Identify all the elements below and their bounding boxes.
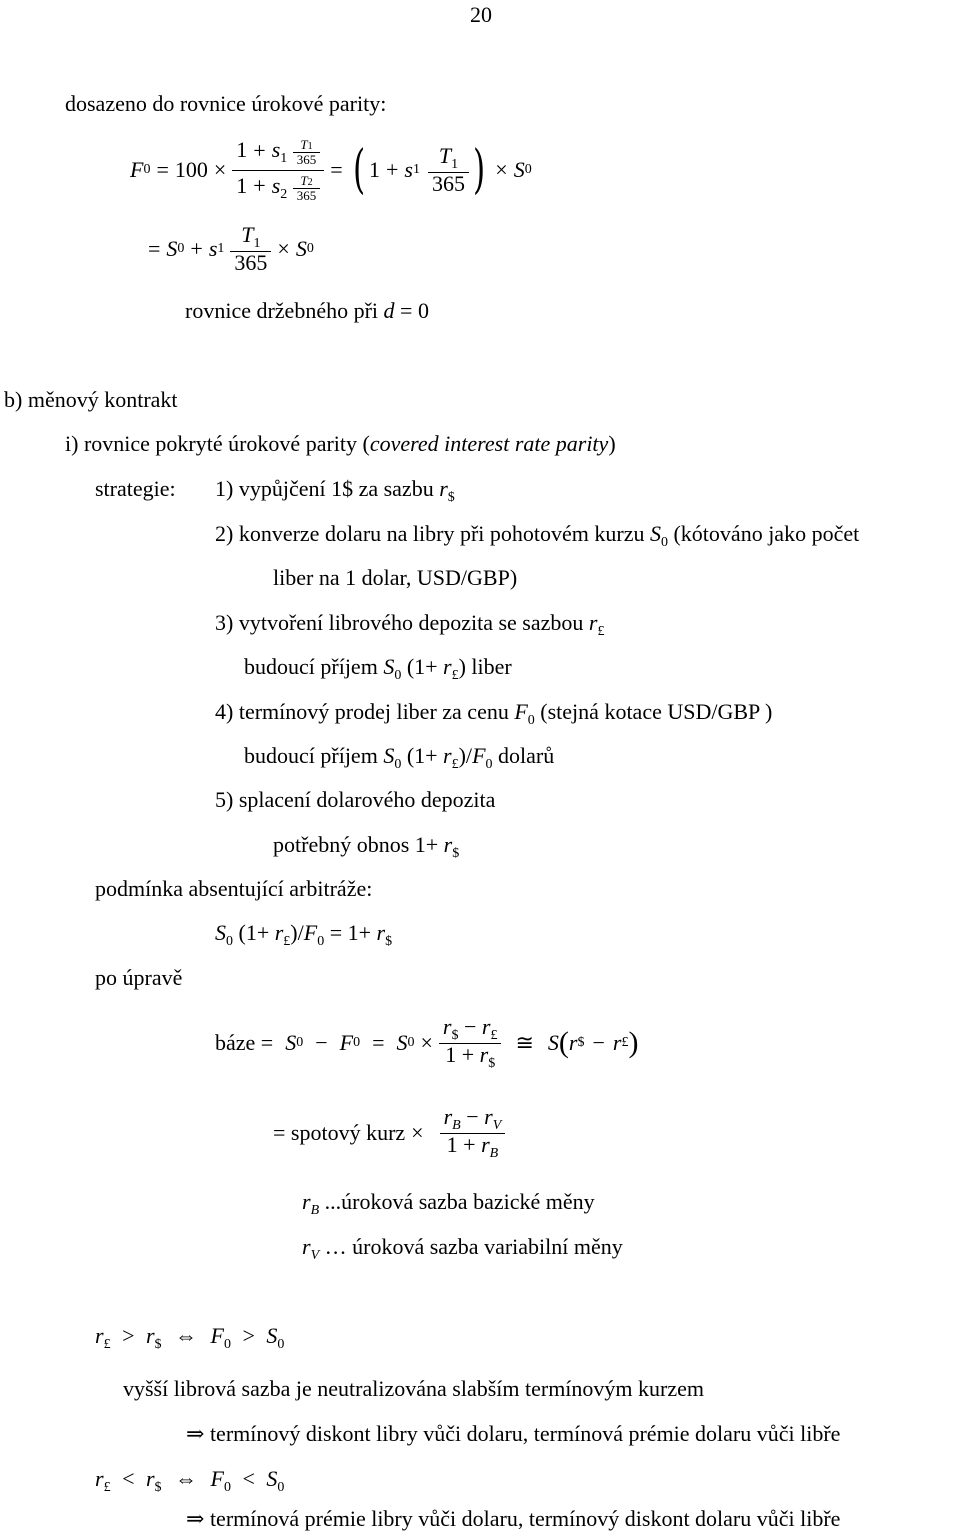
- baze-equation: báze = S 0 − F 0 = S 0 × $\frac{r_{\$} - r_£}{1 + r_{\$}}$ ≅ S ( r $ − r £ ): [215, 1013, 639, 1071]
- equivalence-icon: ⇔: [175, 1466, 198, 1491]
- equation-carry: = S 0 + s 1 $\frac{T_1}{365}$ × S 0: [148, 222, 314, 275]
- fraction-ratio: $1 + s_1$ $\frac{T1}{365}$ $1 + s_2$ $\frac{T2}{365}$: [232, 138, 324, 201]
- relation-less: $r_£ < r_{\$}$ ⇔ $F_0 < S_0$: [95, 1466, 285, 1495]
- step-3-income: budoucí příjem $S_0$ $(1+ r_£)$ liber: [244, 654, 512, 683]
- relation-less-implication: ⇒ termínová prémie libry vůči dolaru, termínový diskont dolaru vůči libře: [186, 1506, 841, 1531]
- step-5: 5) splacení dolarového depozita: [215, 787, 496, 812]
- spot-rate-equation: = spotový kurz × $\frac{r_B - r_V}{1 + r_B}$: [273, 1100, 505, 1166]
- relation-greater-implication: ⇒ termínový diskont libry vůči dolaru, termínová prémie dolaru vůči libře: [186, 1421, 841, 1446]
- rV-definition: $r_V$ … úroková sazba variabilní měny: [302, 1234, 623, 1263]
- item-i: i) rovnice pokryté úrokové parity (covered interest rate parity): [65, 431, 616, 456]
- relation-greater: $r_£ > r_{\$}$ ⇔ $F_0 > S_0$: [95, 1323, 285, 1352]
- rB-definition: $r_B$ ...úroková sazba bazické měny: [302, 1189, 595, 1218]
- step-4: 4) termínový prodej liber za cenu $F_0$ (stejná kotace USD/GBP ): [215, 699, 773, 728]
- section-b-heading: b) měnový kontrakt: [4, 387, 178, 412]
- page-number: 20: [470, 2, 492, 27]
- equation-forward-rate: F 0 = 100 × $1 + s_1$ $\frac{T1}{365}$ $1 + s_2$ $\frac{T2}{365}$ = ( 1 + s 1 $\frac{T_1}{365}$ ) × S 0: [130, 137, 532, 203]
- step-2: 2) konverze dolaru na libry při pohotovém kurzu $S_0$ (kótováno jako počet: [215, 521, 860, 550]
- step-4-income: budoucí příjem $S_0$ $(1+ r_£)/F_0$ dolarů: [244, 743, 555, 772]
- intro-text: dosazeno do rovnice úrokové parity:: [65, 91, 387, 116]
- condition-label: podmínka absentující arbitráže:: [95, 876, 373, 901]
- equivalence-icon: ⇔: [175, 1323, 198, 1348]
- step-3: 3) vytvoření librového depozita se sazbou $r_£$: [215, 610, 605, 639]
- implies-icon: ⇒: [186, 1506, 205, 1531]
- step-1: 1) vypůjčení 1$ za sazbu $r_{\$}$: [215, 476, 455, 505]
- condition-equation: $S_0$ $(1+ r_£)/F_0 = 1+ r_{\$}$: [215, 920, 393, 949]
- step-5-amount: potřebný obnos $1+ r_{\$}$: [273, 832, 460, 861]
- carry-note: rovnice držebného při d = 0: [185, 298, 429, 323]
- step-2-continued: liber na 1 dolar, USD/GBP): [273, 565, 518, 590]
- po-uprave-label: po úpravě: [95, 965, 183, 990]
- relation-greater-explanation: vyšší librová sazba je neutralizována slabším termínovým kurzem: [123, 1376, 705, 1401]
- implies-icon: ⇒: [186, 1421, 205, 1446]
- strategie-label: strategie:: [95, 476, 176, 501]
